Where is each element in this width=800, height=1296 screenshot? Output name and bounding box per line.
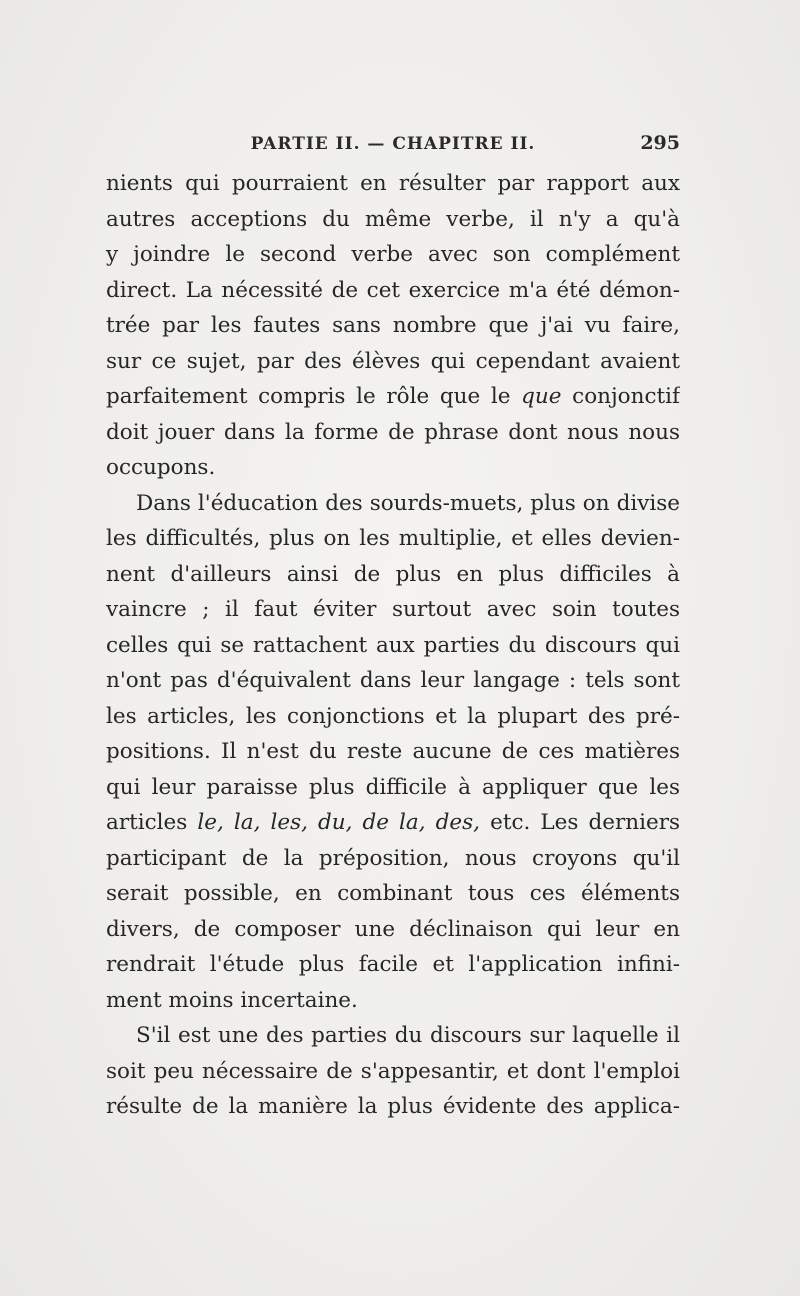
text-line: sur ce sujet, par des élèves qui cependant avaient bbox=[106, 348, 680, 374]
text-line: soit peu nécessaire de s'appesantir, et dont l'emploi bbox=[106, 1058, 680, 1084]
text-line: nent d'ailleurs ainsi de plus en plus difficiles à bbox=[106, 561, 680, 587]
text-line: trée par les fautes sans nombre que j'ai vu faire, bbox=[106, 313, 680, 338]
text-line: résulte de la manière la plus évidente des applica- bbox=[106, 1094, 680, 1119]
text-line: divers, de composer une déclinaison qui leur en bbox=[106, 916, 680, 942]
text-segment: conjonctif bbox=[572, 384, 680, 409]
text-line: ment moins incertaine. bbox=[106, 987, 358, 1013]
body-text bbox=[106, 166, 680, 1125]
page-header bbox=[106, 130, 680, 160]
running-head: PARTIE II. — CHAPITRE II. bbox=[250, 134, 536, 154]
text-segment: articles bbox=[106, 810, 188, 835]
text-line: participant de la préposition, nous croyons qu'il bbox=[106, 845, 680, 871]
page-number: 295 bbox=[640, 132, 680, 154]
text-line: vaincre ; il faut éviter surtout avec soin toutes bbox=[106, 597, 680, 622]
text-line: S'il est une des parties du discours sur laquelle il bbox=[136, 1023, 680, 1048]
text-line: occupons. bbox=[106, 455, 216, 480]
paragraph-3 bbox=[106, 1018, 680, 1125]
text-line: les articles, les conjonctions et la plupart des pré- bbox=[106, 703, 680, 729]
text-line: celles qui se rattachent aux parties du discours qui bbox=[106, 632, 680, 658]
text-line: doit jouer dans la forme de phrase dont nous nous bbox=[106, 419, 680, 445]
text-line: qui leur paraisse plus difficile à appliquer que les bbox=[106, 774, 680, 800]
text-line: y joindre le second verbe avec son complément bbox=[106, 242, 680, 267]
text-line: positions. Il n'est du reste aucune de ces matières bbox=[106, 739, 680, 764]
text-line: rendrait l'étude plus facile et l'application infini- bbox=[106, 952, 680, 977]
italic-articles: le, la, les, du, de la, des, bbox=[197, 810, 481, 835]
text-line: n'ont pas d'équivalent dans leur langage : tels sont bbox=[106, 668, 680, 693]
paragraph-2 bbox=[106, 486, 680, 1019]
text-line: autres acceptions du même verbe, il n'y a qu'à bbox=[106, 206, 680, 232]
text-line: nients qui pourraient en résulter par rapport aux bbox=[106, 171, 680, 196]
text-segment: etc. Les derniers bbox=[490, 810, 680, 835]
text-line: direct. La nécessité de cet exercice m'a été démon- bbox=[106, 277, 680, 303]
text-line: serait possible, en combinant tous ces éléments bbox=[106, 881, 680, 906]
paragraph-1 bbox=[106, 166, 680, 486]
text-line: les difficultés, plus on les multiplie, et elles devien- bbox=[106, 526, 680, 551]
text-line-with-italic bbox=[106, 805, 680, 841]
text-line: Dans l'éducation des sourds-muets, plus on divise bbox=[136, 490, 680, 516]
text-line-with-italic bbox=[106, 379, 680, 415]
text-segment: parfaitement compris le rôle que le bbox=[106, 384, 511, 409]
italic-word: que bbox=[521, 384, 562, 409]
